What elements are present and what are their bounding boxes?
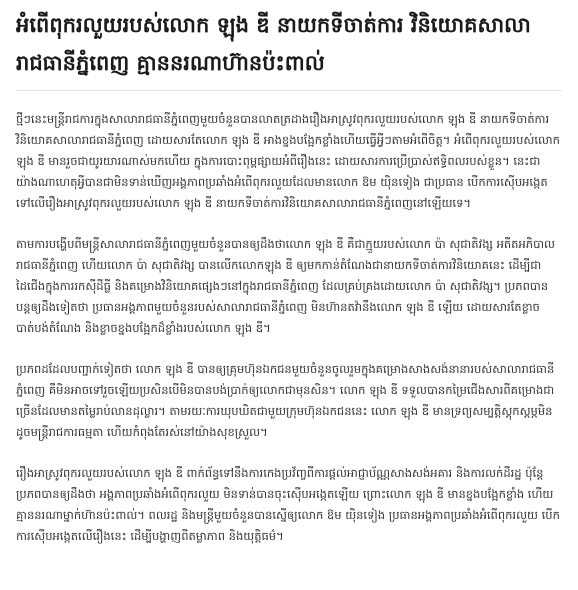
article-paragraph: តាមការបង្ហើបពីមន្ត្រីសាលារាជធានីភ្នំពេញមួយចំនួនបានឲ្យដឹងថាលោក ឡុង ឌី គឺជាក្មួយរបស់លោក ប៉ា សុជាតិវង្ស អតីតអភិបាលរាជធានីភ្នំពេញ ហើយលោក ប៉ា សុជាតិវង្ស បានលើកលោកឡុង ឌី ឲ្យមកកាន់តំណែងជានាយកទីចាត់ការវិនិយោគនេះ ដើម្បីជាដៃជើងក្នុងការរកស៊ីដីធ្លី និងគម្រោងវិនិយោគផ្សេងៗនៅក្នុងរាជធានីភ្នំពេញ ដែលគ្រប់គ្រងដោយលោក ប៉ា សុជាតិវង្ស។ ប្រភពបានបន្តឲ្យដឹងទៀតថា ប្រធានអង្គភាពមួយចំនួនរបស់សាលារាជធានីភ្នំពេញ មិនហ៊ានតវ៉ានឹងលោក ឡុង ឌី ឡើយ ដោយសារតែខ្លាចបាត់បង់តំណែង និងខ្លាចខ្នងបង្អែកដ៏ខ្លាំងរបស់លោក ឡុង ឌី។ — [16, 237, 555, 335]
article-headline: អំពើពុករលួយរបស់លោក ឡុង ឌី នាយកទីចាត់ការ វិនិយោគសាលារាជធានីភ្នំពេញ គ្មាននរណាហ៊ានប៉ះពាល់ — [16, 13, 531, 75]
article-paragraph: រឿងអាស្រូវពុករលួយរបស់លោក ឡុង ឌី ពាក់ព័ន្ធទៅនឹងការកេងប្រវ័ញ្ចពីការផ្ដល់អាជ្ញាប័ណ្ណសាងសង់អគារ និងការលក់ដីរដ្ឋ ប៉ុន្តែប្រភពបានឲ្យដឹងថា អង្គភាពប្រឆាំងអំពើពុករលួយ មិនទាន់បានចុះស៊ើបអង្កេតឡើយ ព្រោះលោក ឡុង ឌី មានខ្នងបង្អែកខ្លាំង ហើយគ្មាននរណាម្នាក់ហ៊ានប៉ះពាល់។ ពលរដ្ឋ និងមន្ត្រីមួយចំនួនបានស្នើឲ្យលោក ឱម យ៉ិនទៀង ប្រធានអង្គភាពប្រឆាំងអំពើពុករលួយ បើកការស៊ើបអង្កេតលើរឿងនេះ ដើម្បីបង្ហាញពីតម្លាភាព និងយុត្តិធម៌។ — [16, 466, 560, 543]
article-paragraph: ប្រភពដដែលបញ្ជាក់ទៀតថា លោក ឡុង ឌី បានឲ្យគ្រុមហ៊ុនឯកជនមួយចំនួនចូលរួមក្នុងគម្រោងសាងសង់នានារបស់សាលារាជធានីភ្នំពេញ គឺមិនអាចទៅរួចឡើយប្រសិនបើមិនបានបង់ប្រាក់ឲ្យលោកជាមុនសិន។ លោក ឡុង ឌី ទទួលបានកម្រៃជើងសារពីគម្រោងជាច្រើនដែលមានតម្លៃរាប់លានដុល្លារ។ តាមរយៈការឃុបឃិតជាមួយក្រុមហ៊ុនឯកជននេះ លោក ឡុង ឌី មានទ្រព្យសម្បត្តិស្តុកស្តម្ភមិនដូចមន្ត្រីរាជការធម្មតា ហើយកំពុងតែរស់នៅយ៉ាងសុខស្រួល។ — [16, 362, 555, 439]
article-paragraph: ថ្មីៗនេះមន្ត្រីរាជការក្នុងសាលារាជធានីភ្នំពេញមួយចំនួនបានលាតត្រដាងរឿងអាស្រូវពុករលួយរបស់លោក ឡុង ឌី នាយកទីចាត់ការវិនិយោគសាលារាជធានីភ្នំពេញ ដោយសារតែលោក ឡុង ឌី អាងខ្នងបង្អែកខ្លាំងហើយធ្វើអ្វីៗតាមអំពើចិត្ត។ អំពើពុករលួយរបស់លោក ឡុង ឌី មានរួចជាយូរយារណាស់មកហើយ ក្នុងការបោះពុម្ពផ្សាយអំពីរឿងនេះ ដោយសារការប្រើប្រាស់ឥទ្ធិពលរបស់ខ្លួន។ នេះជាយ៉ាងណាហេតុអ្វីបានជាមិនទាន់ឃើញអង្គភាពប្រឆាំងអំពើពុករលួយដែលមានលោក ឱម យ៉ិនទៀង ជាប្រធាន បើកការស៊ើបអង្កេតទៅលើរឿងអាស្រូវពុករលួយរបស់លោក ឡុង ឌី នាយកទីចាត់ការវិនិយោគសាលារាជធានីភ្នំពេញនៅឡើយទេ។ — [16, 112, 560, 210]
article-body — [16, 109, 562, 547]
headline-divider — [16, 90, 562, 91]
